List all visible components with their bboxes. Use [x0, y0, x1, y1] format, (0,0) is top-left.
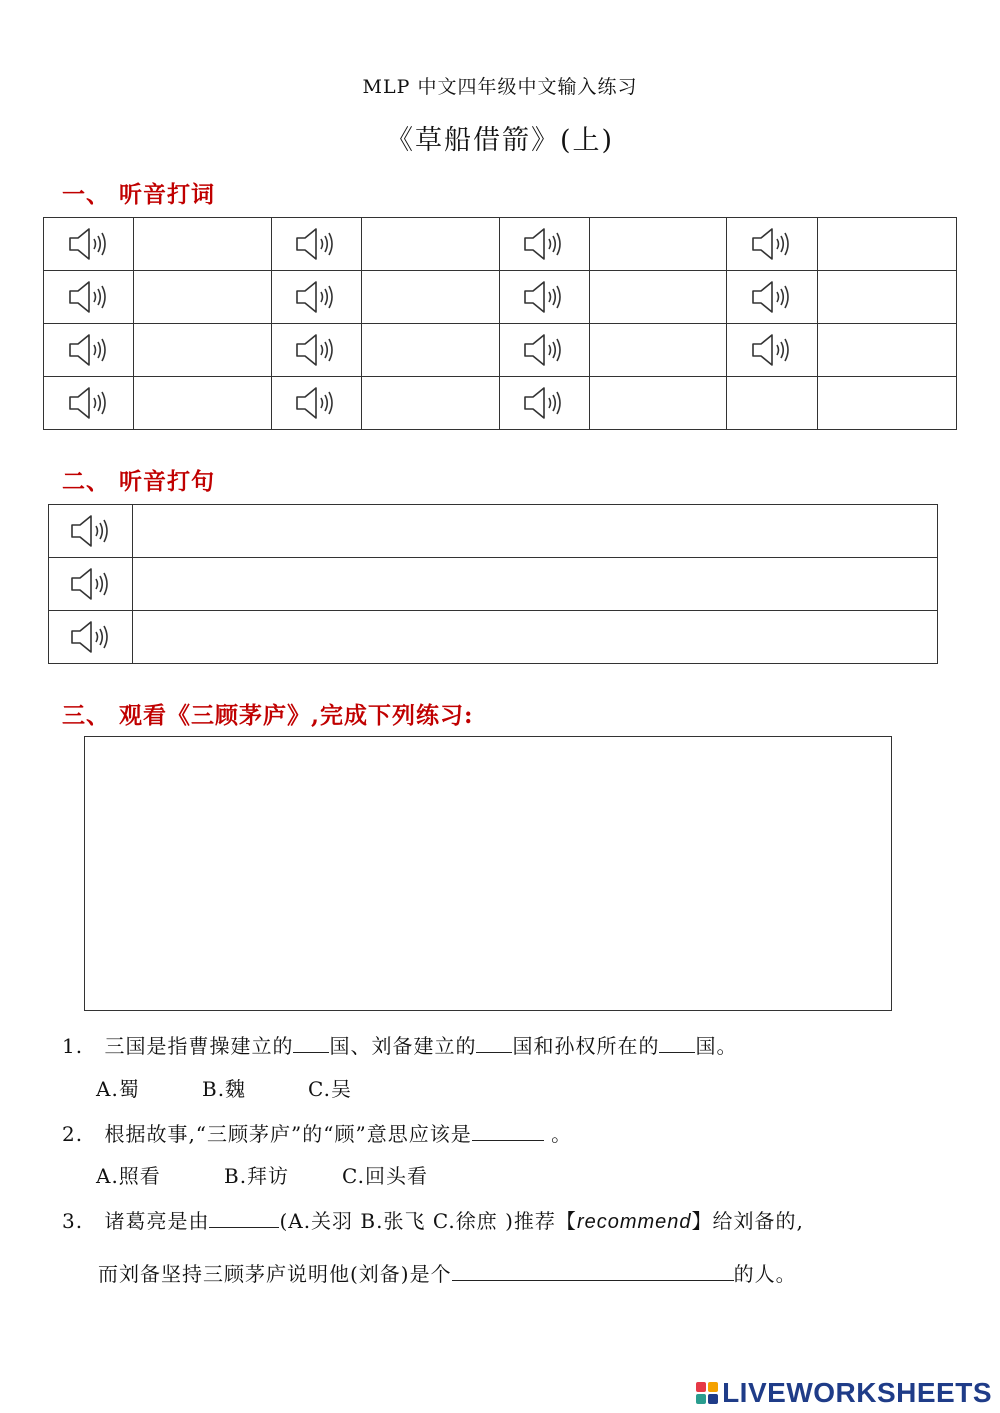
speaker-icon [522, 279, 566, 315]
play-audio-button[interactable] [49, 558, 132, 610]
speaker-icon [294, 385, 338, 421]
play-audio-button[interactable] [44, 218, 133, 270]
video-placeholder[interactable] [84, 736, 892, 1011]
worksheet-subtitle: MLP 中文四年级中文输入练习 [362, 76, 638, 98]
option-b: B.魏 [202, 1077, 247, 1101]
sentence-dictation-table [48, 504, 938, 664]
audio-cell[interactable] [271, 271, 361, 324]
sentence-row [49, 505, 938, 558]
play-audio-button[interactable] [727, 324, 816, 376]
play-audio-button[interactable] [500, 218, 589, 270]
audio-cell[interactable] [271, 377, 361, 430]
speaker-icon [67, 385, 111, 421]
question-text: 国。 [695, 1034, 738, 1058]
option-a: A.照看 [96, 1164, 161, 1188]
speaker-icon [522, 332, 566, 368]
logo-text: LIVEWORKSHEETS [722, 1377, 992, 1408]
audio-cell[interactable] [727, 271, 817, 324]
audio-cell[interactable] [49, 611, 133, 664]
question-text: 的人。 [733, 1262, 797, 1286]
sentence-input-cell[interactable] [133, 505, 938, 558]
option-b: B.拜访 [224, 1164, 290, 1188]
play-audio-button[interactable] [272, 271, 361, 323]
audio-cell[interactable] [499, 324, 589, 377]
answer-input-cell[interactable] [817, 218, 956, 271]
question-number: 1. [62, 1034, 84, 1058]
speaker-icon [750, 332, 794, 368]
empty-cell [727, 377, 817, 430]
answer-blank-2[interactable] [472, 1120, 544, 1141]
audio-cell[interactable] [271, 324, 361, 377]
play-audio-button[interactable] [49, 505, 132, 557]
answer-input-cell[interactable] [134, 324, 271, 377]
play-audio-button[interactable] [500, 377, 589, 429]
answer-input-cell[interactable] [589, 218, 726, 271]
audio-cell[interactable] [727, 324, 817, 377]
speaker-icon [294, 279, 338, 315]
sentence-row [49, 558, 938, 611]
answer-blank-1b[interactable] [476, 1032, 512, 1053]
speaker-icon [69, 566, 113, 602]
audio-cell[interactable] [44, 324, 134, 377]
play-audio-button[interactable] [44, 271, 133, 323]
audio-cell[interactable] [49, 558, 133, 611]
speaker-icon [294, 226, 338, 262]
word-row [44, 324, 957, 377]
word-row [44, 218, 957, 271]
worksheet-title: 《草船借箭》(上) [385, 125, 615, 156]
question-2 [62, 1118, 572, 1147]
question-text: 】给刘备的, [691, 1209, 804, 1233]
play-audio-button[interactable] [272, 377, 361, 429]
logo-mark-icon [696, 1382, 718, 1404]
question-text: (A.关羽 B.张飞 C.徐庶 )推荐【 [279, 1209, 577, 1233]
option-c: C.回头看 [342, 1164, 428, 1188]
word-dictation-table [43, 217, 957, 430]
play-audio-button[interactable] [727, 271, 816, 323]
audio-cell[interactable] [727, 218, 817, 271]
answer-input-cell[interactable] [589, 377, 726, 430]
logo-square [696, 1382, 706, 1392]
logo-square [708, 1394, 718, 1404]
speaker-icon [67, 332, 111, 368]
answer-blank-3b[interactable] [452, 1260, 734, 1281]
audio-cell[interactable] [44, 271, 134, 324]
sentence-input-cell[interactable] [133, 558, 938, 611]
play-audio-button[interactable] [500, 324, 589, 376]
answer-input-cell[interactable] [817, 324, 956, 377]
question-text: 而刘备坚持三顾茅庐说明他(刘备)是个 [98, 1262, 452, 1286]
audio-cell[interactable] [271, 218, 361, 271]
audio-cell[interactable] [499, 271, 589, 324]
answer-input-cell[interactable] [362, 271, 499, 324]
speaker-icon [69, 619, 113, 655]
play-audio-button[interactable] [272, 324, 361, 376]
play-audio-button[interactable] [272, 218, 361, 270]
speaker-icon [294, 332, 338, 368]
section-3-heading: 三、 观看《三顾茅庐》,完成下列练习: [62, 702, 474, 729]
speaker-icon [522, 226, 566, 262]
audio-cell[interactable] [44, 218, 134, 271]
english-word: recommend [576, 1211, 692, 1233]
sentence-row [49, 611, 938, 664]
play-audio-button[interactable] [49, 611, 132, 663]
question-text: 根据故事,“三顾茅庐”的“顾”意思应该是 [104, 1122, 472, 1146]
question-number: 2. [62, 1122, 84, 1146]
logo-square [708, 1382, 718, 1392]
question-text: 三国是指曹操建立的 [104, 1034, 294, 1058]
answer-input-cell[interactable] [589, 271, 726, 324]
sentence-input-cell[interactable] [133, 611, 938, 664]
answer-input-cell[interactable] [589, 324, 726, 377]
answer-input-cell[interactable] [134, 271, 271, 324]
play-audio-button[interactable] [727, 218, 816, 270]
speaker-icon [750, 226, 794, 262]
answer-input-cell[interactable] [134, 377, 271, 430]
question-number: 3. [62, 1209, 84, 1233]
speaker-icon [522, 385, 566, 421]
question-text: 。 [543, 1122, 573, 1146]
answer-input-cell[interactable] [362, 324, 499, 377]
question-text: 国和孙权所在的 [512, 1034, 660, 1058]
answer-input-cell[interactable] [134, 218, 271, 271]
question-text: 国、刘备建立的 [329, 1034, 477, 1058]
option-a: A.蜀 [96, 1077, 140, 1101]
speaker-icon [750, 279, 794, 315]
question-3 [62, 1205, 804, 1234]
answer-input-cell[interactable] [362, 377, 499, 430]
word-row [44, 377, 957, 430]
section-2-heading: 二、 听音打句 [62, 468, 216, 495]
play-audio-button[interactable] [500, 271, 589, 323]
audio-cell[interactable] [44, 377, 134, 430]
speaker-icon [67, 226, 111, 262]
answer-blank-3a[interactable] [209, 1207, 279, 1228]
play-audio-button[interactable] [44, 324, 133, 376]
question-1-options [96, 1073, 352, 1102]
word-row [44, 271, 957, 324]
liveworksheets-logo [696, 1376, 992, 1410]
audio-cell[interactable] [499, 377, 589, 430]
logo-square [696, 1394, 706, 1404]
audio-cell[interactable] [49, 505, 133, 558]
question-3-line-2 [98, 1258, 797, 1287]
answer-input-cell[interactable] [817, 271, 956, 324]
answer-input-cell[interactable] [362, 218, 499, 271]
question-1 [62, 1030, 737, 1059]
option-c: C.吴 [308, 1077, 352, 1101]
audio-cell[interactable] [499, 218, 589, 271]
question-2-options [96, 1160, 428, 1189]
answer-blank-1c[interactable] [659, 1032, 695, 1053]
play-audio-button[interactable] [44, 377, 133, 429]
speaker-icon [69, 513, 113, 549]
answer-blank-1a[interactable] [293, 1032, 329, 1053]
section-1-heading: 一、 听音打词 [62, 181, 216, 208]
answer-input-cell [817, 377, 956, 430]
speaker-icon [67, 279, 111, 315]
question-text: 诸葛亮是由 [104, 1209, 210, 1233]
